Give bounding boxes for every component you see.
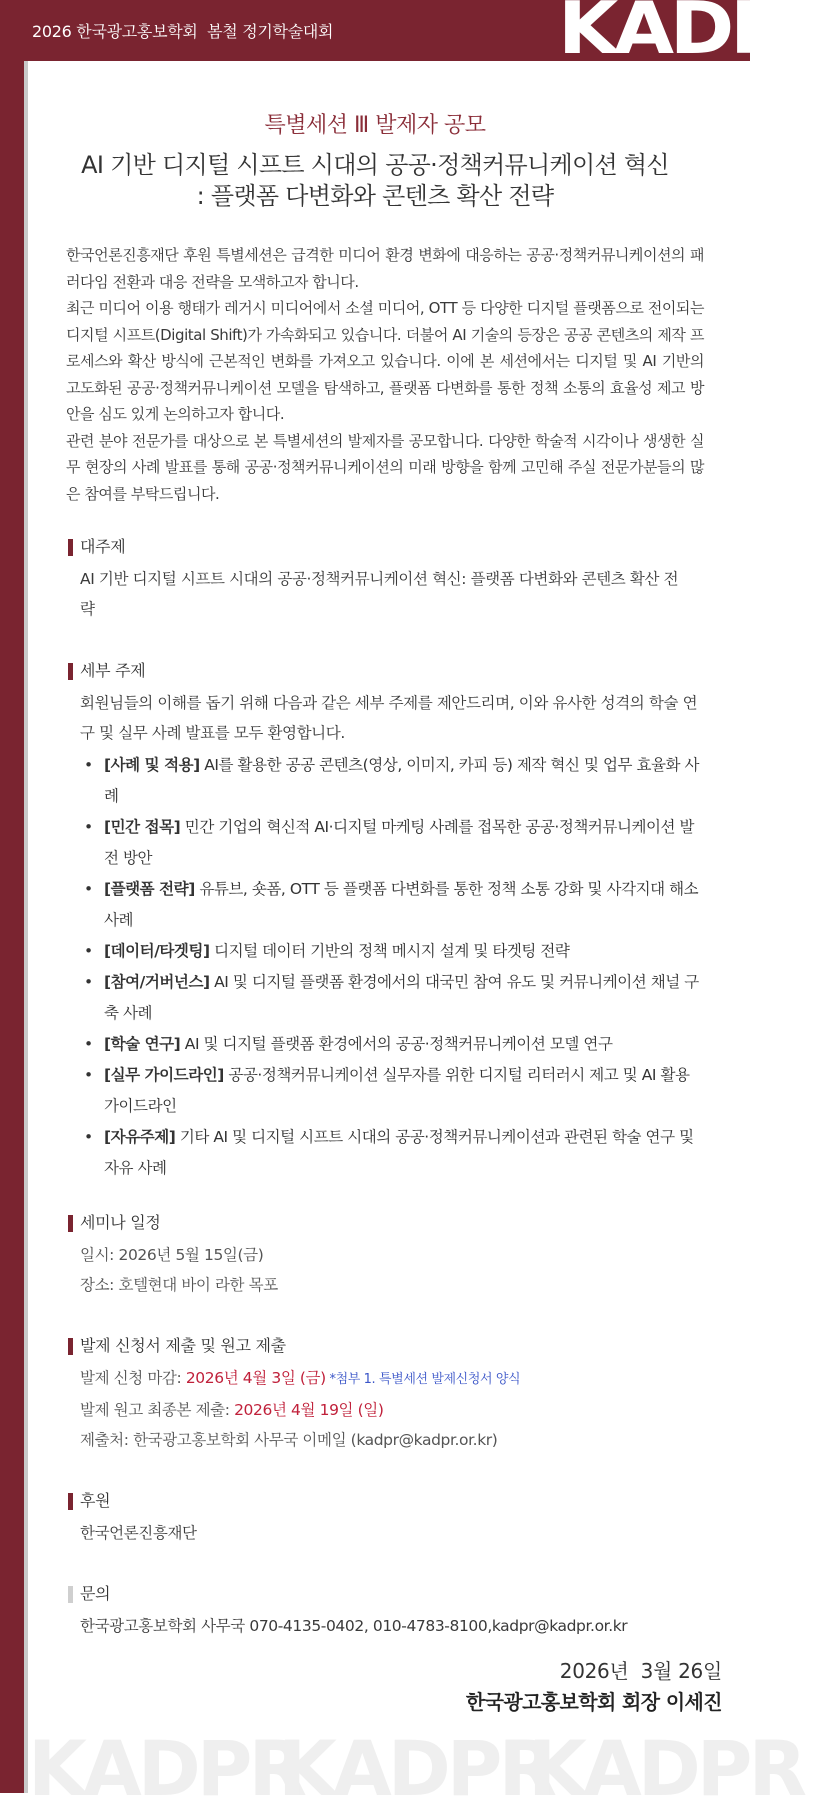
main-theme-text: AI 기반 디지털 시프트 시대의 공공·정책커뮤니케이션 혁신: 플랫폼 다변화와 콘텐츠 확산 전략	[80, 570, 679, 618]
bullet-icon: •	[84, 756, 93, 774]
section-tag: 특별세션 Ⅲ 발제자 공모	[264, 113, 486, 138]
sponsor-section	[68, 1490, 708, 1548]
contact-text: 한국광고홍보학회 사무국 070-4135-0402, 010-4783-8100,kadpr@kadpr.or.kr	[80, 1617, 628, 1635]
item-text: 공공·정책커뮤니케이션 실무자를 위한 디지털 리터러시 제고 및 AI 활용 가이드라인	[104, 1066, 690, 1115]
heading-marker	[68, 1215, 73, 1232]
item-tag: [플랫폼 전략]	[104, 880, 195, 898]
item-tag: [데이터/타겟팅]	[104, 942, 210, 960]
schedule-details	[68, 1240, 708, 1300]
submission-details	[68, 1363, 708, 1455]
subtopics-intro: 회원님들의 이해를 돕기 위해 다음과 같은 세부 주제를 제안드리며, 이와 유사한 성격의 학술 연구 및 실무 사례 발표를 모두 환영합니다.	[80, 694, 698, 742]
heading-label: 세부 주제	[80, 661, 146, 680]
item-text: 유튜브, 숏폼, OTT 등 플랫폼 다변화를 통한 정책 소통 강화 및 사각지대 해소 사례	[104, 880, 699, 929]
header-bar	[0, 0, 838, 70]
item-tag: [사례 및 적용]	[104, 756, 200, 774]
bullet-icon: •	[84, 1035, 93, 1053]
submission-recipient: 제출처: 한국광고홍보학회 사무국 이메일 (kadpr@kadpr.or.kr)	[80, 1431, 498, 1449]
heading-label: 세미나 일정	[80, 1213, 161, 1232]
deadline-label: 발제 신청 마감:	[80, 1369, 186, 1387]
list-item	[68, 967, 708, 1029]
heading-label: 후원	[80, 1491, 111, 1510]
list-item	[68, 874, 708, 936]
final-label: 발제 원고 최종본 제출:	[80, 1401, 235, 1419]
left-accent-stripe	[0, 61, 24, 1793]
heading-marker	[68, 1338, 73, 1355]
heading-marker	[68, 1586, 73, 1603]
closing-date: 2026년 3월 26일	[559, 1659, 722, 1683]
list-item	[68, 812, 708, 874]
section-heading	[68, 1490, 708, 1512]
item-text: AI 및 디지털 플랫폼 환경에서의 공공·정책커뮤니케이션 모델 연구	[180, 1035, 613, 1053]
section-heading	[68, 1212, 708, 1234]
section-heading	[68, 536, 708, 558]
closing-signature: 한국광고홍보학회 회장 이세진	[465, 1690, 722, 1714]
list-item	[68, 750, 708, 812]
main-title	[0, 150, 750, 212]
bullet-icon: •	[84, 973, 93, 991]
item-tag: [학술 연구]	[104, 1035, 181, 1053]
final-line	[80, 1395, 708, 1425]
schedule-section	[68, 1212, 708, 1300]
deadline-line	[80, 1363, 708, 1395]
heading-label: 발제 신청서 제출 및 원고 제출	[80, 1336, 286, 1355]
section-heading	[68, 660, 708, 682]
heading-label: 문의	[80, 1584, 111, 1603]
footer-watermark	[28, 1716, 804, 1813]
schedule-place: 장소: 호텔현대 바이 라한 목포	[80, 1276, 278, 1294]
main-title-line2: : 플랫폼 다변화와 콘텐츠 확산 전략	[196, 182, 554, 210]
watermark-logo: KADPR	[278, 1724, 554, 1813]
intro-paragraph: 최근 미디어 이용 행태가 레거시 미디어에서 소셜 미디어, OTT 등 다양한 디지털 플랫폼으로 전이되는 디지털 시프트(Digital Shift)가 가속화되고 있습니다. 더불어 AI 기술의 등장은 공공 콘텐츠의 제작 프로세스와 확산 방식에 근본적인 변화를 가져오고 있습니다. 이에 본 세션에서는 디지털 및 AI 기반의 고도화된 공공·정책커뮤니케이션 모델을 탐색하고, 플랫폼 다변화를 통한 정책 소통의 효율성 제고 방안을 심도 있게 논의하고자 합니다.	[66, 299, 704, 423]
contact-section	[68, 1583, 708, 1641]
kadpr-logo	[550, 0, 838, 70]
bullet-icon: •	[84, 818, 93, 836]
intro-paragraph: 관련 분야 전문가를 대상으로 본 특별세션의 발제자를 공모합니다. 다양한 학술적 시각이나 생생한 실무 현장의 사례 발표를 통해 공공·정책커뮤니케이션의 미래 방향을 함께 고민해 주실 전문가분들의 많은 참여를 부탁드립니다.	[66, 431, 704, 503]
item-text: AI 및 디지털 플랫폼 환경에서의 대국민 참여 유도 및 커뮤니케이션 채널 구축 사례	[104, 973, 699, 1022]
intro-paragraph: 한국언론진흥재단 후원 특별세션은 급격한 미디어 환경 변화에 대응하는 공공·정책커뮤니케이션의 패러다임 전환과 대응 전략을 모색하고자 합니다.	[66, 246, 704, 291]
deadline-value: 2026년 4월 3일 (금)	[185, 1369, 326, 1387]
heading-marker	[68, 663, 73, 680]
header-title: 2026 한국광고홍보학회 봄철 정기학술대회	[32, 22, 334, 41]
logo-text: KADPR	[558, 0, 838, 70]
submission-section	[68, 1335, 708, 1455]
list-item	[68, 1060, 708, 1122]
bullet-icon: •	[84, 1128, 93, 1146]
watermark-logo: KADPR	[528, 1724, 804, 1813]
left-accent-stripe-light	[24, 61, 28, 1793]
attachment-note: *첨부 1. 특별세션 발제신청서 양식	[325, 1372, 521, 1387]
sponsor-text: 한국언론진흥재단	[80, 1524, 197, 1542]
list-item	[68, 936, 708, 967]
intro-text	[66, 242, 704, 507]
list-item	[68, 1122, 708, 1184]
item-tag: [실무 가이드라인]	[104, 1066, 224, 1084]
section-heading	[68, 1583, 708, 1605]
heading-label: 대주제	[80, 537, 126, 556]
item-tag: [민간 접목]	[104, 818, 181, 836]
watermark-logo: KADPR	[28, 1724, 304, 1813]
item-text: 디지털 데이터 기반의 정책 메시지 설계 및 타겟팅 전략	[209, 942, 570, 960]
heading-marker	[68, 1493, 73, 1510]
heading-marker	[68, 539, 73, 556]
bullet-icon: •	[84, 942, 93, 960]
list-item	[68, 1029, 708, 1060]
schedule-date: 일시: 2026년 5월 15일(금)	[80, 1246, 264, 1264]
main-theme-section	[68, 536, 708, 624]
subtopics-section	[68, 660, 708, 1184]
item-tag: [참여/거버넌스]	[104, 973, 210, 991]
item-tag: [자유주제]	[104, 1128, 176, 1146]
item-text: 기타 AI 및 디지털 시프트 시대의 공공·정책커뮤니케이션과 관련된 학술 연구 및 자유 사례	[104, 1128, 694, 1177]
subtopics-list	[68, 750, 708, 1184]
final-value: 2026년 4월 19일 (일)	[234, 1401, 384, 1419]
bullet-icon: •	[84, 880, 93, 898]
item-text: AI를 활용한 공공 콘텐츠(영상, 이미지, 카피 등) 제작 혁신 및 업무 효율화 사례	[104, 756, 700, 805]
main-title-line1: AI 기반 디지털 시프트 시대의 공공·정책커뮤니케이션 혁신	[81, 151, 669, 179]
item-text: 민간 기업의 혁신적 AI·디지털 마케팅 사례를 접목한 공공·정책커뮤니케이션 발전 방안	[104, 818, 695, 867]
bullet-icon: •	[84, 1066, 93, 1084]
section-heading	[68, 1335, 708, 1357]
